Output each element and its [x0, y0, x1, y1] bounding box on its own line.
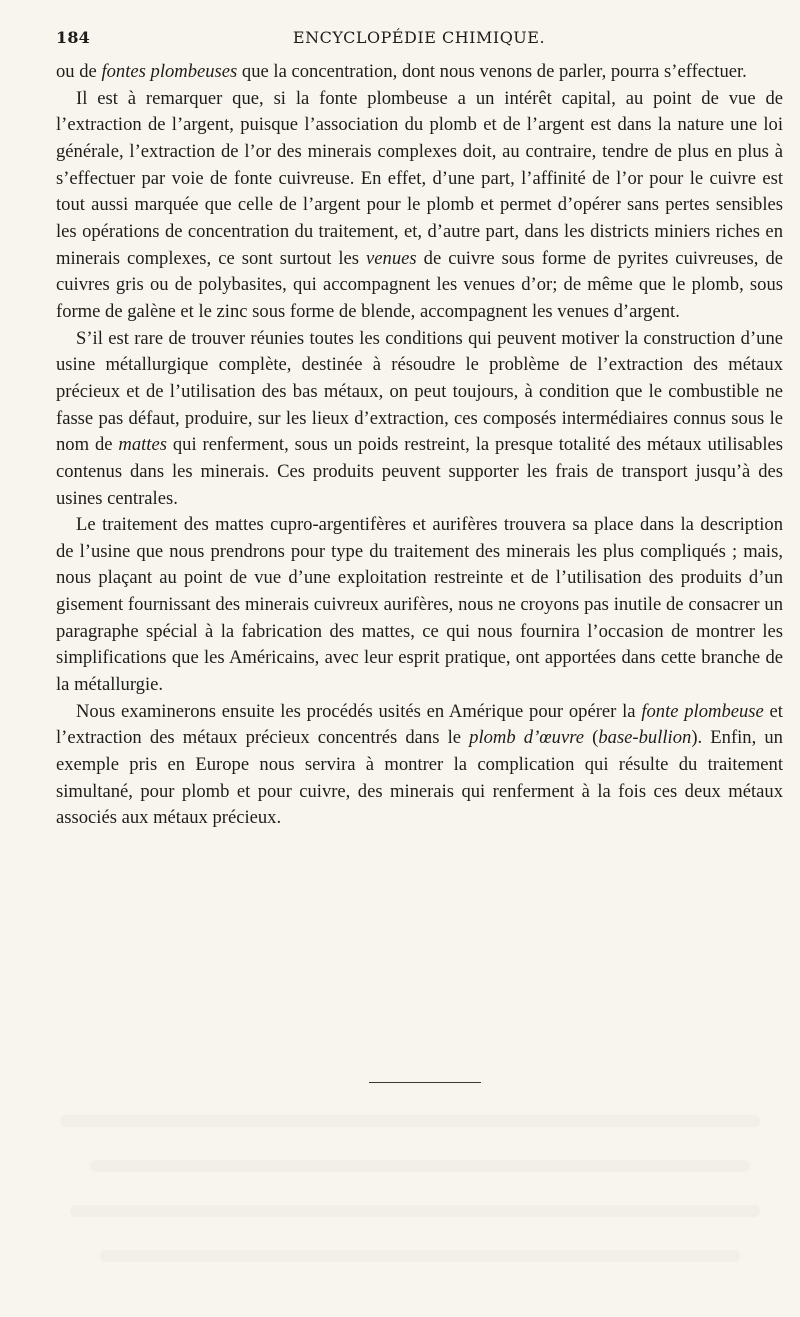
running-head — [56, 28, 782, 52]
emphasis-fonte-plombeuse: fonte plombeuse — [641, 700, 764, 722]
emphasis-base-bullion: base-bullion — [598, 727, 692, 749]
paragraph-4: Le traitement des mattes cupro-argentifères et aurifères trouvera sa place dans la description de l’usine que nous prendrons pour type du traitement des minerais les plus compliqués ; mais, nous plaçant au point de vue d’une exploitation restreinte et de l’utilisation des produits d’un gisement fournissant des minerais cuivreux aurifères, nous ne croyons pas inutile de consacrer un paragraphe spécial à la fabrication des mattes, ce qui nous fournira l’occasion de montrer les simplifications que les Américains, avec leur esprit pratique, ont apportées dans cette branche de la métallurgie. — [56, 514, 783, 696]
page-number: 184 — [56, 28, 90, 47]
running-title: ENCYCLOPÉDIE CHIMIQUE. — [292, 28, 546, 47]
emphasis-mattes: mattes — [118, 434, 167, 456]
paragraph-1: ou de fontes plombeuses que la concentration, dont nous venons de parler, pourra s’effectuer. — [56, 61, 747, 82]
paragraph-5: Nous examinerons ensuite les procédés usités en Amérique pour opérer la fonte plombeuse et l’extraction des métaux précieux concentrés dans le plomb d’œuvre (base-bullion). Enfin, un exemple pris en Europe nous servira à montrer la complication qui résulte du traitement simultané, pour plomb et pour cuivre, des minerais qui renferment à la fois ces deux métaux associés aux métaux précieux. — [56, 700, 783, 829]
show-through-shadow — [90, 1160, 750, 1172]
paragraph-3: S’il est rare de trouver réunies toutes les conditions qui peuvent motiver la construction d’une usine métallurgique complète, destinée à résoudre le problème de l’extraction des métaux précieux et de l’utilisation des bas métaux, on peut toujours, à condition que le combustible ne fasse pas défaut, produire, sur les lieux d’extraction, ces composés intermédiaires connus sous le nom de mattes qui renferment, sous un poids restreint, la presque totalité des métaux utilisables contenus dans les minerais. Ces produits peuvent supporter les frais de transport jusqu’à des usines centrales. — [56, 327, 783, 509]
closing-rule — [369, 1082, 481, 1083]
show-through-shadow — [100, 1250, 740, 1262]
show-through-shadow — [60, 1115, 760, 1127]
emphasis-fontes-plombeuses: fontes plombeuses — [101, 61, 238, 82]
emphasis-venues: venues — [366, 247, 417, 269]
paragraph-2: Il est à remarquer que, si la fonte plombeuse a un intérêt capital, au point de vue de l’extraction de l’argent, puisque l’association du plomb et de l’argent est dans la nature une loi générale, l’extraction de l’or des minerais complexes doit, au contraire, tendre de plus en plus à s’effectuer par voie de fonte cuivreuse. En effet, d’une part, l’affinité de l’or pour le cuivre est tout aussi marquée que celle de l’argent pour le plomb et permet d’opérer sans pertes sensibles les opérations de concentration du traitement, et, d’autre part, dans les districts miniers riches en minerais complexes, ce sont surtout les venues de cuivre sous forme de pyrites cuivreuses, de cuivres gris ou de polybasites, qui accompagnent les venues d’or; de même que le plomb, sous forme de galène et le zinc sous forme de blende, accompagnent les venues d’argent. — [56, 87, 783, 322]
emphasis-plomb-doeuvre: plomb d’œuvre — [469, 727, 585, 749]
body-text — [56, 59, 783, 832]
show-through-shadow — [70, 1205, 760, 1217]
